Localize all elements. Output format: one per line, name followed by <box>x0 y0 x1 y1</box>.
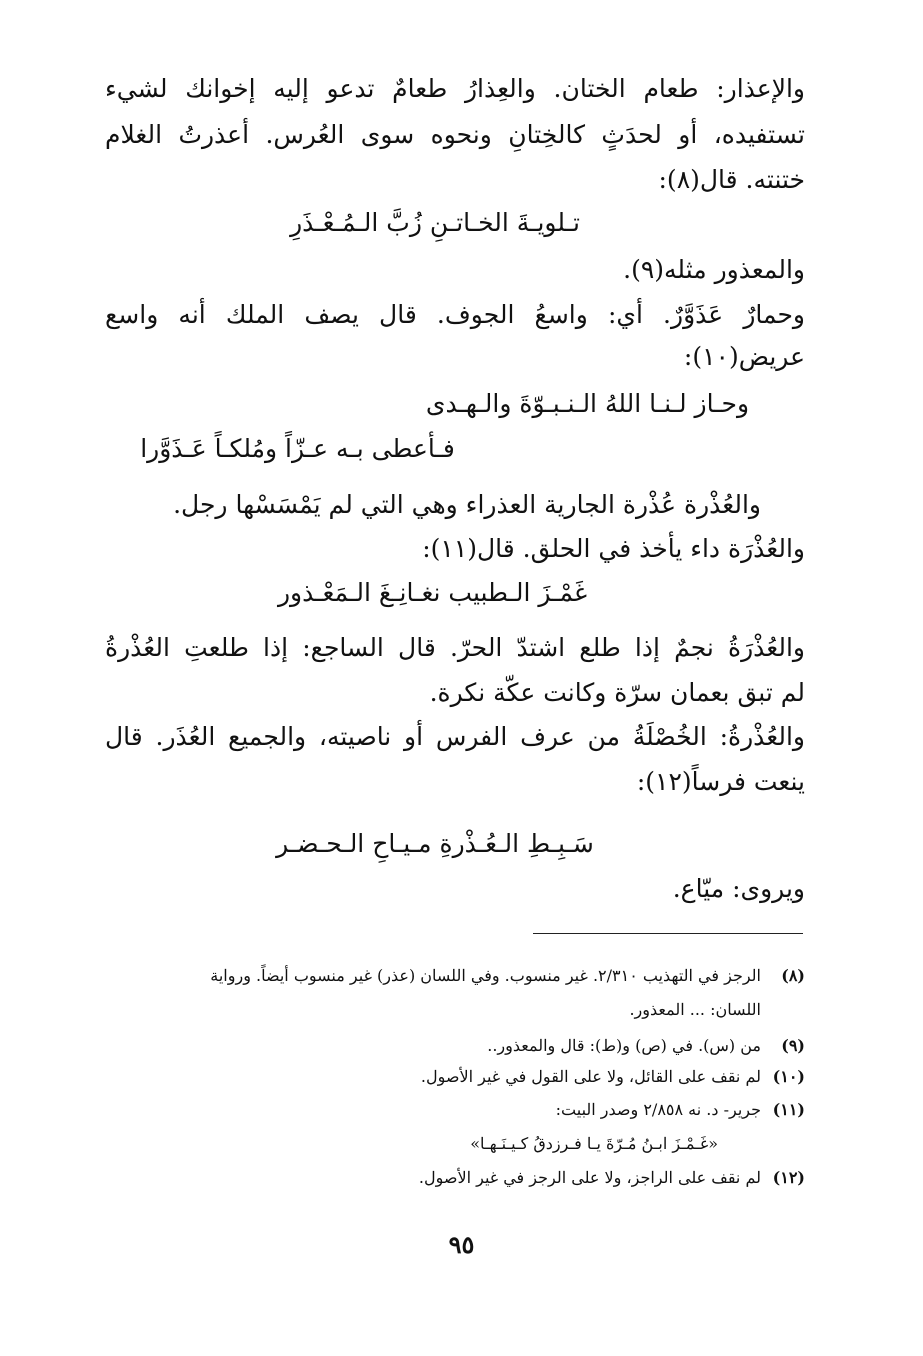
footnote-text-8-cont: اللسان: ... المعذور. <box>629 1000 761 1019</box>
page-number: ٩٥ <box>448 1230 475 1259</box>
verse-line-5: سَـبِـطِ الـعُـذْرةِ مـيـاحِ الـحـضـر <box>276 829 594 858</box>
text-line-10: لم تبق بعمان سرّة وكانت عكّة نكرة. <box>429 678 805 707</box>
verse-line-2: وحـاز لـنـا اللهُ الـنـبـوّةَ والـهـدى <box>425 389 750 418</box>
footnote-number-11: (١١) <box>772 1100 805 1119</box>
footnote-number-10: (١٠) <box>772 1067 805 1086</box>
footnote-number-12: (١٢) <box>772 1168 805 1187</box>
text-line-2: تستفيده، أو لحدَثٍ كالخِتانِ ونحوه سوى العُرس. أعذرتُ الغلام <box>105 120 805 149</box>
text-line-13: ويروى: ميّاع. <box>672 874 805 903</box>
footnote-verse-11: «غَـمْـزَ ابـنُ مُـرّةَ يـا فـرزدقُ كـيـنَـهـا» <box>470 1134 718 1153</box>
footnote-text-10: لم نقف على القائل، ولا على القول في غير الأصول. <box>420 1067 761 1086</box>
footnote-text-8: الرجز في التهذيب ٢/٣١٠. غير منسوب. وفي اللسان (عذر) غير منسوب أيضاً. ورواية <box>210 966 761 985</box>
text-line-5: وحمارٌ عَذَوَّرٌ. أي: واسعُ الجوف. قال يصف الملك أنه واسع <box>105 300 805 329</box>
text-line-12: ينعت فرساً(١٢): <box>636 767 805 796</box>
text-line-4: والمعذور مثله(٩). <box>623 255 805 284</box>
text-line-3: ختنته. قال(٨): <box>658 165 805 194</box>
verse-line-3: فـأعطى بـه عـزّاً ومُلكـاً عَـذَوَّرا <box>140 434 455 463</box>
text-line-1: والإعذار: طعام الختان. والعِذارُ طعامٌ تدعو إليه إخوانك لشيء <box>105 74 805 103</box>
text-line-11: والعُذْرةُ: الخُصْلَةُ من عرف الفرس أو ناصيته، والجميع العُذَر. قال <box>105 722 805 751</box>
text-line-6: عريض(١٠): <box>683 342 805 371</box>
text-line-8: والعُذْرَة داء يأخذ في الحلق. قال(١١): <box>422 534 805 563</box>
footnote-text-9: من (س). في (ص) و(ط): قال والمعذور.. <box>487 1036 761 1055</box>
footnote-text-12: لم نقف على الراجز، ولا على الرجز في غير الأصول. <box>418 1168 761 1187</box>
footnote-number-8: (٨) <box>781 966 805 985</box>
verse-line-4: غَمْـزَ الـطبيب نغـانِـغَ الـمَعْـذور <box>277 578 588 607</box>
footnote-separator <box>533 933 803 934</box>
verse-line-1: تـلويـةَ الخـاتـنِ زُبَّ الـمُـعْـذَرِ <box>290 208 580 237</box>
footnote-number-9: (٩) <box>781 1036 805 1055</box>
footnote-text-11: جرير- د. نه ٢/٨٥٨ وصدر البيت: <box>555 1100 761 1119</box>
text-line-9: والعُذْرَةُ نجمٌ إذا طلع اشتدّ الحرّ. قال الساجع: إذا طلعتِ العُذْرةُ <box>105 633 805 662</box>
text-line-7: والعُذْرة عُذْرة الجارية العذراء وهي التي لم يَمْسَسْها رجل. <box>173 490 761 519</box>
